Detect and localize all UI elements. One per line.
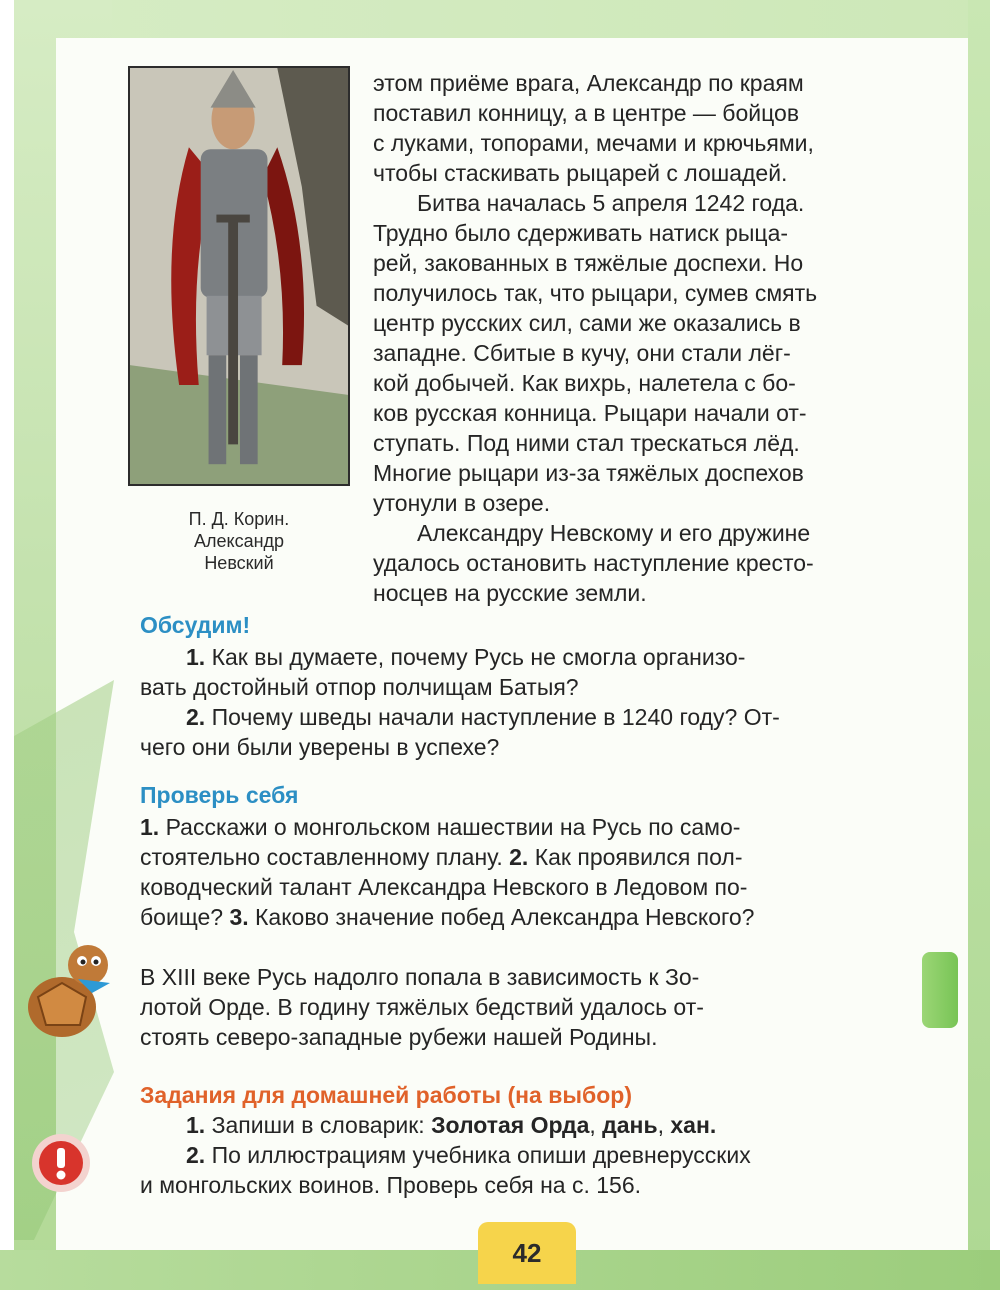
homework-task-1 [140, 1110, 960, 1140]
question-number: 1. [140, 814, 160, 840]
check-heading: Проверь себя [140, 782, 299, 808]
text-line [140, 812, 960, 842]
question-text: Каково значение побед Александра Невского? [255, 904, 755, 930]
text-line [140, 842, 960, 872]
text-line: Битва началась 5 апреля 1242 года. [417, 190, 805, 216]
text-line: западне. Сбитые в кучу, они стали лёг- [373, 340, 791, 366]
paragraph-3 [373, 518, 965, 608]
text-line [140, 902, 960, 932]
homework-task-2 [140, 1140, 960, 1170]
page-number: 42 [478, 1222, 576, 1284]
page-frame-top [0, 0, 1000, 38]
exclamation-icon [30, 1132, 92, 1194]
question-number: 1. [186, 644, 206, 670]
paragraph-2 [373, 188, 965, 518]
question-text: Расскажи о монгольском нашествии на Русь по само- [165, 814, 741, 840]
check-questions [140, 812, 960, 932]
question-text: Как вы думаете, почему Русь не смогла организо- [211, 644, 746, 670]
paragraph-1 [373, 68, 965, 188]
summary-text [140, 962, 960, 1052]
question-number: 2. [509, 844, 529, 870]
text-line: чего они были уверены в успехе? [140, 734, 500, 760]
question-text: боище? [140, 904, 224, 930]
text-line: ков русская конница. Рыцари начали от- [373, 400, 807, 426]
text-line: кой добычей. Как вихрь, налетела с бо- [373, 370, 796, 396]
caption-name-line2: Невский [204, 553, 274, 573]
text-line: вать достойный отпор полчищам Батыя? [140, 674, 579, 700]
question-text: Почему шведы начали наступление в 1240 году? От- [211, 704, 780, 730]
text-line: носцев на русские земли. [373, 580, 647, 606]
text-line: Александру Невскому и его дружине [417, 520, 811, 546]
discuss-question-2 [140, 702, 960, 732]
text-line: Многие рыцари из-за тяжёлых доспехов [373, 460, 804, 486]
text-line: поставил конницу, а в центре — бойцов [373, 100, 800, 126]
text-line: В XIII веке Русь надолго попала в зависимость к Зо- [140, 964, 700, 990]
discuss-question-1 [140, 642, 960, 672]
terminator: . [709, 1112, 717, 1138]
summary-marker [922, 952, 958, 1028]
text-line: и монгольских воинов. Проверь себя на с. 156. [140, 1172, 642, 1198]
task-text: По иллюстрациям учебника опиши древнерусских [211, 1142, 751, 1168]
term-golden-horde: Золотая Орда [431, 1112, 590, 1138]
task-number: 1. [186, 1112, 206, 1138]
turtle-mascot-icon [18, 935, 118, 1045]
text-line: этом приёме врага, Александр по краям [373, 70, 804, 96]
text-line: чтобы стаскивать рыцарей с лошадей. [373, 160, 788, 186]
text-line: утонули в озере. [373, 490, 551, 516]
question-text: Как проявился пол- [534, 844, 743, 870]
task-text: Запиши в словарик: [211, 1112, 425, 1138]
caption-author: П. Д. Корин. [188, 509, 290, 529]
task-number: 2. [186, 1142, 206, 1168]
separator: , [589, 1112, 596, 1138]
question-number: 2. [186, 704, 206, 730]
text-line: ступать. Под ними стал трескаться лёд. [373, 430, 800, 456]
text-line: стоять северо-западные рубежи нашей Родины. [140, 1024, 658, 1050]
discuss-heading: Обсудим! [140, 612, 251, 638]
question-number: 3. [229, 904, 249, 930]
separator: , [657, 1112, 664, 1138]
portrait-caption [128, 508, 350, 574]
page-frame-right [968, 0, 1000, 1300]
homework-heading: Задания для домашней работы (на выбор) [140, 1082, 632, 1108]
question-text: стоятельно составленному плану. [140, 844, 503, 870]
portrait-alexander-nevsky [128, 66, 350, 486]
text-line: центр русских сил, сами же оказались в [373, 310, 801, 336]
text-line: Трудно было сдерживать натиск рыца- [373, 220, 789, 246]
text-line: удалось остановить наступление кресто- [373, 550, 814, 576]
text-line: с луками, топорами, мечами и крючьями, [373, 130, 814, 156]
term-khan: хан [670, 1112, 710, 1138]
text-line: ководческий талант Александра Невского в Ледовом по- [140, 874, 748, 900]
term-tribute: дань [602, 1112, 658, 1138]
homework-tasks [140, 1110, 960, 1200]
text-line: рей, закованных в тяжёлые доспехи. Но [373, 250, 804, 276]
discuss-questions [140, 642, 960, 762]
caption-name-line1: Александр [193, 531, 285, 551]
text-line: получилось так, что рыцари, сумев смять [373, 280, 818, 306]
text-line: лотой Орде. В годину тяжёлых бедствий удалось от- [140, 994, 704, 1020]
